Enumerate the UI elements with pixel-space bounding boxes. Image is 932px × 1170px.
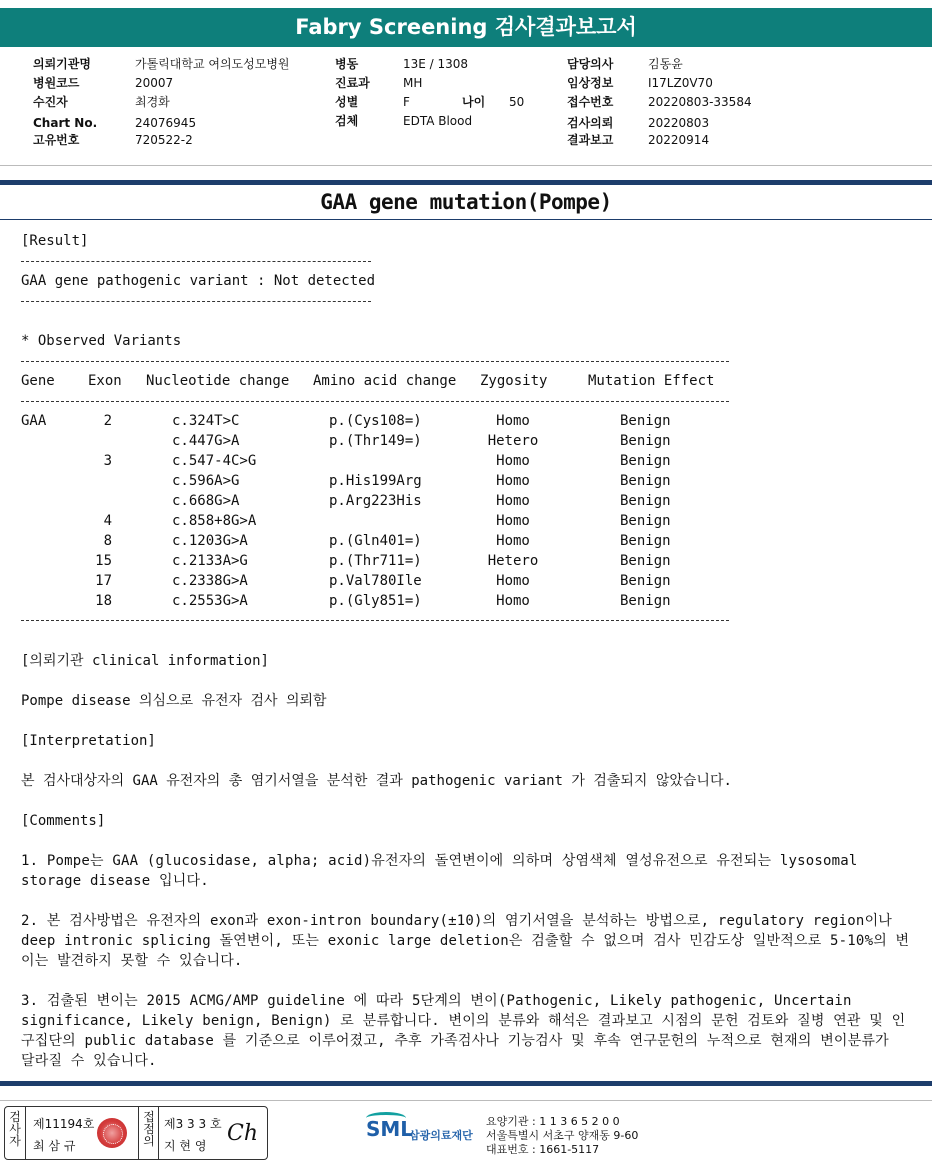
- table-header: Amino acid change: [313, 373, 457, 389]
- table-cell-amino: p.(Gln401=): [329, 533, 422, 549]
- table-cell-effect: Benign: [620, 433, 671, 449]
- info-label: 고유번호: [33, 133, 80, 147]
- comment-2: 2. 본 검사방법은 유전자의 exon과 exon-intron boundary(±10)의 염기서열을 분석하는 방법으로, regulatory region이나 deep intronic splicing 돌연변이, 또는 exonic large deletion은 검출할 수 없으며 검사 민감도상 일반적으로 5-10%의 변이는 발견하지 못할 수 있습니다.: [21, 913, 910, 969]
- report-title: Fabry Screening 검사결과보고서: [0, 8, 932, 47]
- info-label: 검사의뢰: [567, 116, 614, 130]
- info-value: EDTA Blood: [403, 114, 473, 128]
- table-header: Zygosity: [480, 373, 548, 389]
- info-label: 임상정보: [567, 76, 614, 90]
- table-cell-effect: Benign: [620, 533, 671, 549]
- info-value: 24076945: [135, 116, 197, 130]
- info-label: 검체: [335, 114, 359, 128]
- table-cell-nucleotide: c.668G>A: [172, 493, 240, 509]
- dash-line: [21, 261, 371, 262]
- info-value: 김동윤: [648, 57, 683, 71]
- info-value: 13E / 1308: [403, 57, 469, 71]
- table-cell-nucleotide: c.324T>C: [172, 413, 240, 429]
- age-value: 50: [509, 95, 525, 109]
- table-cell-effect: Benign: [620, 553, 671, 569]
- table-cell-amino: p.(Thr149=): [329, 433, 422, 449]
- dash-line: [21, 301, 371, 302]
- table-cell-nucleotide: c.2338G>A: [172, 573, 248, 589]
- info-label: 성별: [335, 95, 359, 109]
- table-cell-nucleotide: c.1203G>A: [172, 533, 248, 549]
- table-header: Exon: [88, 373, 122, 389]
- info-label: 병원코드: [33, 76, 80, 90]
- sml-logo: SML: [366, 1117, 414, 1141]
- comment-1: 1. Pompe는 GAA (glucosidase, alpha; acid)유전자의 돌연변이에 의하며 상염색체 열성유전으로 유전되는 lysosomal storage disease 입니다.: [21, 853, 858, 889]
- tester-label: 검사자: [9, 1110, 21, 1148]
- clinical-label: [의뢰기관 clinical information]: [21, 653, 269, 669]
- result-label: [Result]: [21, 233, 89, 249]
- info-label: Chart No.: [33, 116, 98, 130]
- table-cell-amino: p.Arg223His: [329, 493, 422, 509]
- table-cell-zygosity: Homo: [496, 573, 530, 589]
- info-value: 20220803-33584: [648, 95, 752, 109]
- table-cell-zygosity: Homo: [496, 473, 530, 489]
- table-cell-zygosity: Homo: [496, 513, 530, 529]
- table-cell-nucleotide: c.858+8G>A: [172, 513, 257, 529]
- table-cell-zygosity: Hetero: [487, 553, 539, 569]
- table-cell-nucleotide: c.2553G>A: [172, 593, 248, 609]
- observed-label: * Observed Variants: [21, 333, 182, 349]
- table-cell-exon: 18: [95, 593, 112, 609]
- table-cell-effect: Benign: [620, 573, 671, 589]
- table-cell-nucleotide: c.2133A>G: [172, 553, 248, 569]
- table-cell-zygosity: Homo: [496, 413, 530, 429]
- dash-line: [21, 361, 729, 362]
- signature: Ch: [227, 1121, 259, 1146]
- divider: [0, 219, 932, 220]
- age-label: 나이: [462, 95, 486, 109]
- table-cell-exon: 2: [103, 413, 112, 429]
- table-cell-effect: Benign: [620, 413, 671, 429]
- table-cell-exon: 17: [95, 573, 112, 589]
- info-label: 결과보고: [567, 133, 614, 147]
- section-title: GAA gene mutation(Pompe): [320, 190, 612, 214]
- info-value: 20220914: [648, 133, 710, 147]
- info-value: I17LZ0V70: [648, 76, 713, 90]
- contact-line: 요양기관 : 1 1 3 6 5 2 0 0: [486, 1115, 620, 1128]
- table-cell-zygosity: Homo: [496, 593, 530, 609]
- info-label: 의뢰기관명: [33, 57, 91, 71]
- table-cell-amino: p.His199Arg: [329, 473, 422, 489]
- info-value: 가톨릭대학교 여의도성모병원: [135, 57, 290, 71]
- table-cell-exon: 15: [95, 553, 112, 569]
- tester-license: 제11194호: [33, 1117, 95, 1131]
- contact-line: 대표번호 : 1661-5117: [486, 1143, 600, 1156]
- reviewer-license: 제3 3 3 호: [164, 1117, 222, 1131]
- result-text: GAA gene pathogenic variant : Not detected: [21, 273, 376, 289]
- table-cell-effect: Benign: [620, 593, 671, 609]
- info-value: 720522-2: [135, 133, 193, 147]
- table-cell-effect: Benign: [620, 493, 671, 509]
- info-label: 수진자: [33, 95, 68, 109]
- reviewer-name: 지 현 영: [164, 1139, 207, 1153]
- divider: [0, 1100, 932, 1101]
- seal-stamp-icon: [97, 1118, 127, 1148]
- table-cell-effect: Benign: [620, 513, 671, 529]
- table-cell-effect: Benign: [620, 473, 671, 489]
- table-cell-exon: 4: [103, 513, 112, 529]
- org-name: 삼광의료재단: [409, 1129, 473, 1142]
- divider: [0, 1081, 932, 1086]
- info-label: 진료과: [335, 76, 370, 90]
- table-cell-amino: p.(Cys108=): [329, 413, 422, 429]
- info-value: F: [403, 95, 410, 109]
- reviewer-label: 접점의: [143, 1110, 155, 1148]
- table-cell-gene: GAA: [21, 413, 47, 429]
- info-value: 20220803: [648, 116, 710, 130]
- table-cell-amino: p.(Gly851=): [329, 593, 422, 609]
- divider: [0, 165, 932, 166]
- interpretation-label: [Interpretation]: [21, 733, 156, 749]
- table-cell-zygosity: Homo: [496, 533, 530, 549]
- info-value: MH: [403, 76, 423, 90]
- table-cell-zygosity: Homo: [496, 453, 530, 469]
- interpretation-text: 본 검사대상자의 GAA 유전자의 총 염기서열을 분석한 결과 pathogenic variant 가 검출되지 않았습니다.: [21, 773, 732, 789]
- comments-label: [Comments]: [21, 813, 106, 829]
- tester-name: 최 삼 규: [33, 1139, 76, 1153]
- table-cell-nucleotide: c.547-4C>G: [172, 453, 257, 469]
- info-value: 20007: [135, 76, 174, 90]
- divider: [0, 180, 932, 185]
- dash-line: [21, 401, 729, 402]
- table-cell-nucleotide: c.447G>A: [172, 433, 240, 449]
- table-cell-effect: Benign: [620, 453, 671, 469]
- table-header: Nucleotide change: [146, 373, 290, 389]
- clinical-text: Pompe disease 의심으로 유전자 검사 의뢰함: [21, 693, 327, 709]
- table-header: Mutation Effect: [588, 373, 715, 389]
- table-cell-zygosity: Homo: [496, 493, 530, 509]
- info-value: 최경화: [135, 95, 170, 109]
- table-cell-amino: p.(Thr711=): [329, 553, 422, 569]
- table-header: Gene: [21, 373, 55, 389]
- info-label: 담당의사: [567, 57, 614, 71]
- dash-line: [21, 620, 729, 621]
- comment-3: 3. 검출된 변이는 2015 ACMG/AMP guideline 에 따라 5단계의 변이(Pathogenic, Likely pathogenic, Uncertain significance, Likely benign, Benign) 로 분류합니다. 변이의 분류와 해석은 결과보고 시점의 문헌 검토와 질병 연관 및 인구집단의 public database 를 기준으로 이루어졌고, 추후 가족검사나 기능검사 및 후속 연구문헌의 누적으로 현재의 변이분류가 달라질 수 있습니다.: [21, 993, 906, 1069]
- table-cell-nucleotide: c.596A>G: [172, 473, 240, 489]
- contact-line: 서울특별시 서초구 양재동 9-60: [486, 1129, 639, 1142]
- signature-box: [4, 1106, 268, 1160]
- table-cell-amino: p.Val780Ile: [329, 573, 422, 589]
- table-cell-exon: 3: [103, 453, 112, 469]
- table-cell-zygosity: Hetero: [487, 433, 539, 449]
- table-cell-exon: 8: [103, 533, 112, 549]
- info-label: 접수번호: [567, 95, 614, 109]
- info-label: 병동: [335, 57, 359, 71]
